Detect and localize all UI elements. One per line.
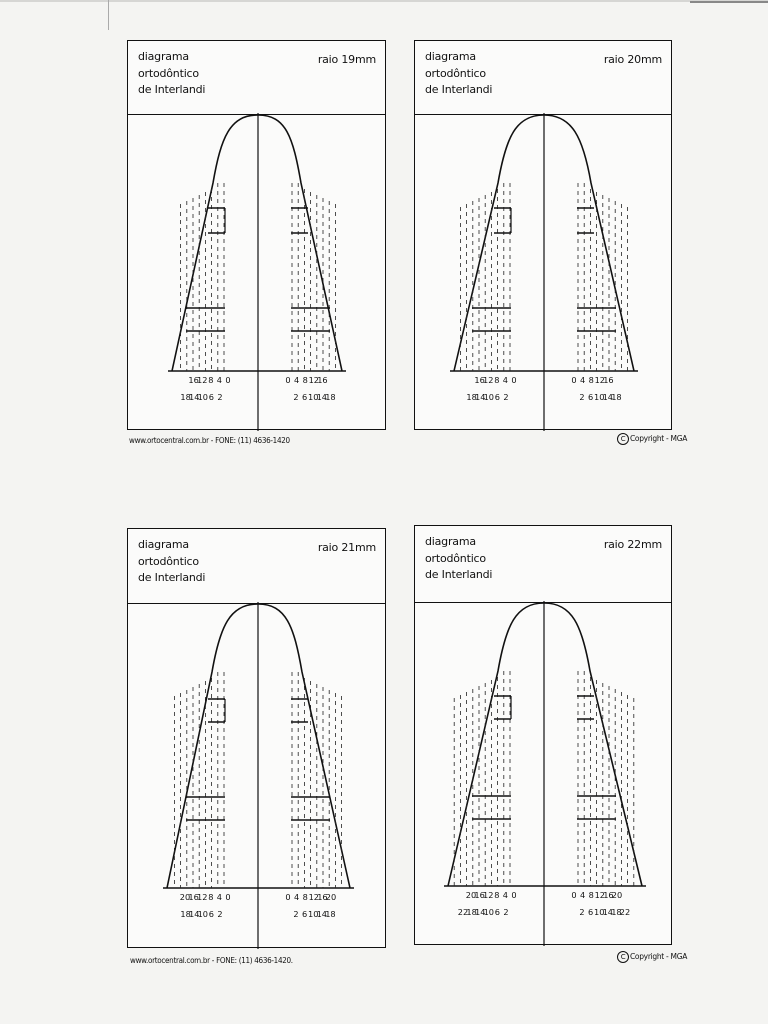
diagram-card-22mm xyxy=(414,525,672,945)
card-header xyxy=(128,529,385,604)
title-line: ortodôntico xyxy=(425,551,486,565)
card-header xyxy=(415,526,671,603)
scale-label: 2 xyxy=(217,392,223,402)
scale-label: 16 xyxy=(603,890,614,900)
scale-label: 12 xyxy=(196,375,208,385)
scale-label: 6 xyxy=(208,909,215,919)
scale-label: 4 xyxy=(293,892,300,902)
scale-label: 18 xyxy=(325,909,336,919)
title-line: ortodôntico xyxy=(138,66,199,80)
title-line: diagrama xyxy=(425,50,476,63)
card-title xyxy=(138,537,205,587)
scale-label: 16 xyxy=(317,892,328,902)
scale-label: 12 xyxy=(482,375,494,385)
scale-label: 0 xyxy=(285,375,291,385)
scale-label: 0 xyxy=(511,890,517,900)
copyright-notice xyxy=(617,433,687,445)
title-line: diagrama xyxy=(425,535,476,548)
scale-label: 4 xyxy=(216,375,223,385)
arch-diagram xyxy=(415,113,673,431)
radius-label: raio 21mm xyxy=(317,541,376,554)
scale-label: 18 xyxy=(611,392,622,402)
scale-label: 16 xyxy=(474,375,485,385)
scale-label: 10 xyxy=(307,909,319,919)
scale-label: 6 xyxy=(301,392,308,402)
scale-label: 10 xyxy=(593,392,605,402)
scale-label: 10 xyxy=(483,392,495,402)
title-line: de Interlandi xyxy=(138,571,206,584)
scale-label: 6 xyxy=(494,392,501,402)
title-line: ortodôntico xyxy=(138,554,199,568)
arch-diagram xyxy=(128,602,387,949)
card-title xyxy=(425,49,492,99)
diagram-card-20mm xyxy=(414,40,672,430)
scale-label: 6 xyxy=(587,907,594,917)
scale-label: 12 xyxy=(308,892,320,902)
scale-label: 14 xyxy=(602,392,614,402)
scan-edge-top xyxy=(0,0,768,2)
copyright-icon: C xyxy=(617,951,629,963)
scale-label: 14 xyxy=(316,909,328,919)
scale-label: 8 xyxy=(302,375,308,385)
scale-label: 4 xyxy=(502,375,509,385)
scale-label: 6 xyxy=(301,909,308,919)
scale-label: 12 xyxy=(308,375,320,385)
scale-label: 16 xyxy=(603,375,614,385)
scale-label: 10 xyxy=(197,392,209,402)
scale-label: 14 xyxy=(316,392,328,402)
scale-label: 10 xyxy=(483,907,495,917)
scale-label: 8 xyxy=(208,375,214,385)
scale-label: 12 xyxy=(482,890,494,900)
scale-label: 16 xyxy=(188,892,199,902)
scale-label: 10 xyxy=(197,909,209,919)
scale-label: 12 xyxy=(196,892,208,902)
scale-label: 22 xyxy=(457,907,469,917)
scale-label: 14 xyxy=(474,907,486,917)
website-footer: www.ortocentral.com.br - FONE: (11) 4636-1420 xyxy=(129,436,290,445)
scale-label: 18 xyxy=(611,907,622,917)
scale-label: 2 xyxy=(293,909,299,919)
scale-label: 12 xyxy=(594,890,606,900)
website-footer: www.ortocentral.com.br - FONE: (11) 4636-1420. xyxy=(130,956,293,965)
scale-label: 2 xyxy=(503,392,509,402)
title-line: de Interlandi xyxy=(138,83,206,96)
scale-label: 4 xyxy=(216,892,223,902)
title-line: de Interlandi xyxy=(425,83,493,96)
arch-diagram xyxy=(415,601,673,946)
scale-label: 14 xyxy=(602,907,614,917)
scan-edge-left xyxy=(108,0,109,30)
scale-label: 0 xyxy=(225,375,231,385)
radius-label: raio 22mm xyxy=(603,538,662,551)
copyright-text: Copyright - MGA xyxy=(630,434,688,443)
scale-label: 20 xyxy=(465,890,477,900)
diagram-card-21mm xyxy=(127,528,386,948)
scale-label: 2 xyxy=(579,907,585,917)
scale-label: 8 xyxy=(302,892,308,902)
scale-label: 0 xyxy=(571,375,577,385)
copyright-text: Copyright - MGA xyxy=(630,952,688,961)
scale-label: 8 xyxy=(208,892,214,902)
scale-label: 8 xyxy=(588,375,594,385)
scale-label: 20 xyxy=(179,892,191,902)
scale-label: 14 xyxy=(188,392,200,402)
scale-label: 18 xyxy=(325,392,336,402)
arch-outline xyxy=(448,603,642,886)
scale-label: 12 xyxy=(594,375,606,385)
scale-label: 0 xyxy=(511,375,517,385)
scale-label: 18 xyxy=(180,909,191,919)
scale-label: 4 xyxy=(579,890,586,900)
scale-label: 8 xyxy=(588,890,594,900)
scale-label: 4 xyxy=(579,375,586,385)
copyright-icon: C xyxy=(617,433,629,445)
scale-label: 6 xyxy=(587,392,594,402)
scale-label: 8 xyxy=(494,890,500,900)
scale-label: 0 xyxy=(571,890,577,900)
scale-label: 2 xyxy=(293,392,299,402)
title-line: ortodôntico xyxy=(425,66,486,80)
scale-label: 0 xyxy=(285,892,291,902)
scale-label: 14 xyxy=(474,392,486,402)
card-header xyxy=(128,41,385,115)
scale-label: 2 xyxy=(503,907,509,917)
scale-label: 6 xyxy=(494,907,501,917)
title-line: de Interlandi xyxy=(425,568,493,581)
copyright-notice xyxy=(617,951,687,963)
scale-label: 18 xyxy=(466,907,477,917)
card-title xyxy=(425,534,492,584)
scale-label: 4 xyxy=(293,375,300,385)
scale-label: 6 xyxy=(208,392,215,402)
scale-label: 0 xyxy=(225,892,231,902)
card-title xyxy=(138,49,205,99)
scale-label: 14 xyxy=(188,909,200,919)
title-line: diagrama xyxy=(138,50,189,63)
title-line: diagrama xyxy=(138,538,189,551)
scale-label: 10 xyxy=(593,907,605,917)
scale-label: 20 xyxy=(611,890,623,900)
scale-label: 18 xyxy=(466,392,477,402)
diagram-card-19mm xyxy=(127,40,386,430)
scale-label: 10 xyxy=(307,392,319,402)
scan-edge-right xyxy=(690,1,768,3)
scale-label: 18 xyxy=(180,392,191,402)
scale-label: 16 xyxy=(317,375,328,385)
scale-label: 2 xyxy=(217,909,223,919)
scale-label: 2 xyxy=(579,392,585,402)
scale-label: 16 xyxy=(474,890,485,900)
scale-label: 4 xyxy=(502,890,509,900)
card-header xyxy=(415,41,671,115)
arch-diagram xyxy=(128,113,387,431)
radius-label: raio 19mm xyxy=(317,53,376,66)
scale-label: 8 xyxy=(494,375,500,385)
scale-label: 16 xyxy=(188,375,199,385)
radius-label: raio 20mm xyxy=(603,53,662,66)
scale-label: 22 xyxy=(619,907,631,917)
scale-label: 20 xyxy=(325,892,337,902)
